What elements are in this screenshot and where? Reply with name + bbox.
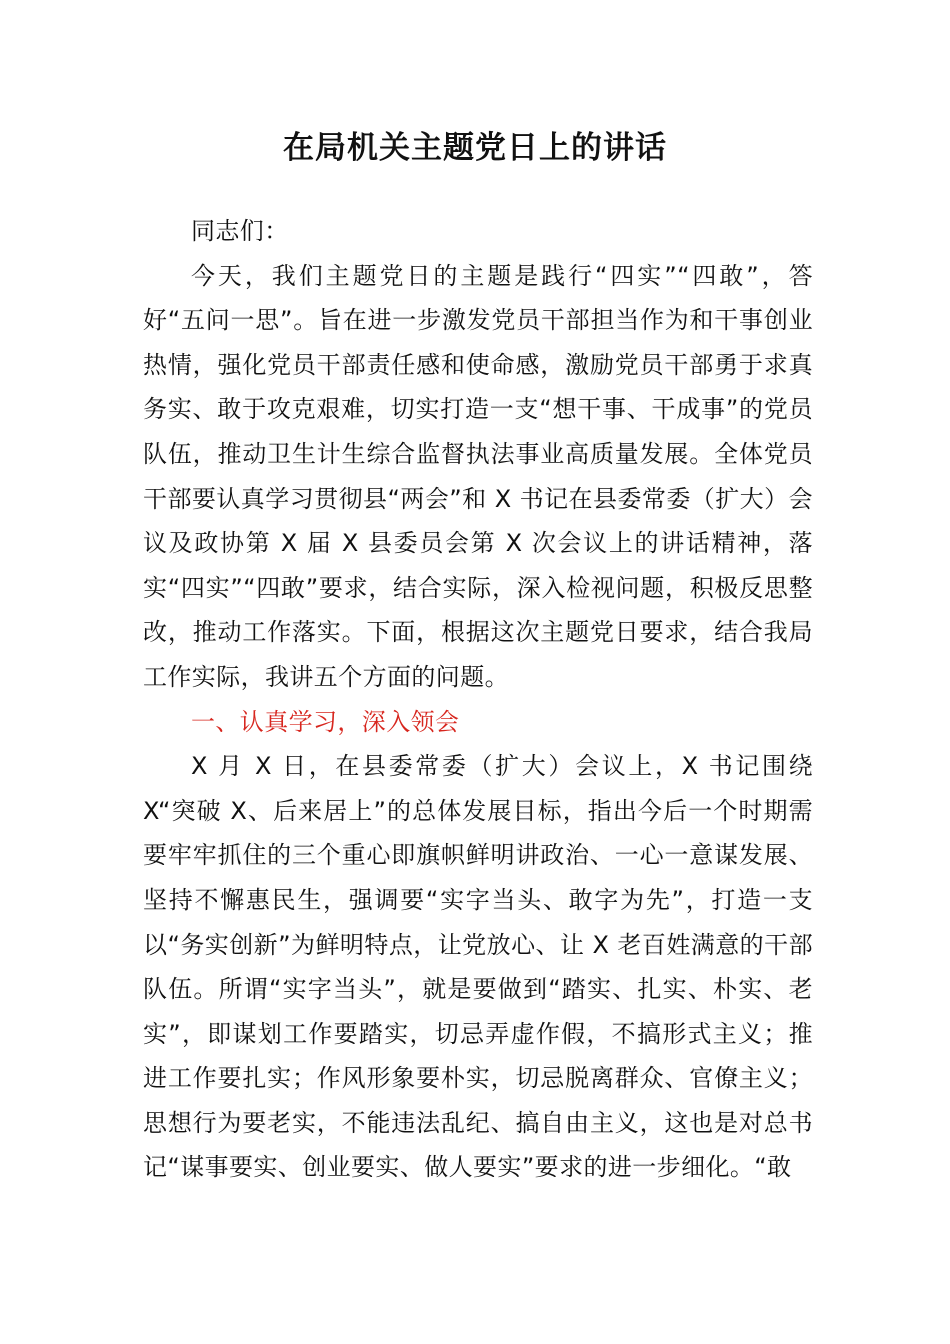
salutation: 同志们：	[191, 217, 289, 245]
document-body	[143, 209, 813, 1190]
intro-paragraph: 今天，我们主题党日的主题是践行“四实”“四敢”，答好“五问一思”。旨在进一步激发党员干部担当作为和干事创业热情，强化党员干部责任感和使命感，激励党员干部勇于求真务实、敢于攻克艰难，切实打造一支“想干事、干成事”的党员队伍，推动卫生计生综合监督执法事业高质量发展。全体党员干部要认真学习贯彻县“两会”和 X 书记在县委常委（扩大）会议及政协第 X 届 X 县委员会第 X 次会议上的讲话精神，落实“四实”“四敢”要求，结合实际，深入检视问题，积极反思整改，推动工作落实。下面，根据这次主题党日要求，结合我局工作实际，我讲五个方面的问题。	[143, 261, 813, 691]
document-title: 在局机关主题党日上的讲话	[283, 130, 667, 166]
section-heading: 一、认真学习，深入领会	[191, 707, 460, 736]
section-paragraph: X 月 X 日，在县委常委（扩大）会议上，X 书记围绕 X“突破 X、后来居上”的总体发展目标，指出今后一个时期需要牢牢抓住的三个重心即旗帜鲜明讲政治、一心一意谋发展、坚持不懈惠民生，强调要“实字当头、敢字为先”，打造一支以“务实创新”为鲜明特点，让党放心、让 X 老百姓满意的干部队伍。所谓“实字当头”，就是要做到“踏实、扎实、朴实、老实”，即谋划工作要踏实，切忌弄虚作假，不搞形式主义；推进工作要扎实；作风形象要朴实，切忌脱离群众、官僚主义；思想行为要老实，不能违法乱纪、搞自由主义，这也是对总书记“谋事要实、创业要实、做人要实”要求的进一步细化。“敢	[143, 752, 813, 1182]
